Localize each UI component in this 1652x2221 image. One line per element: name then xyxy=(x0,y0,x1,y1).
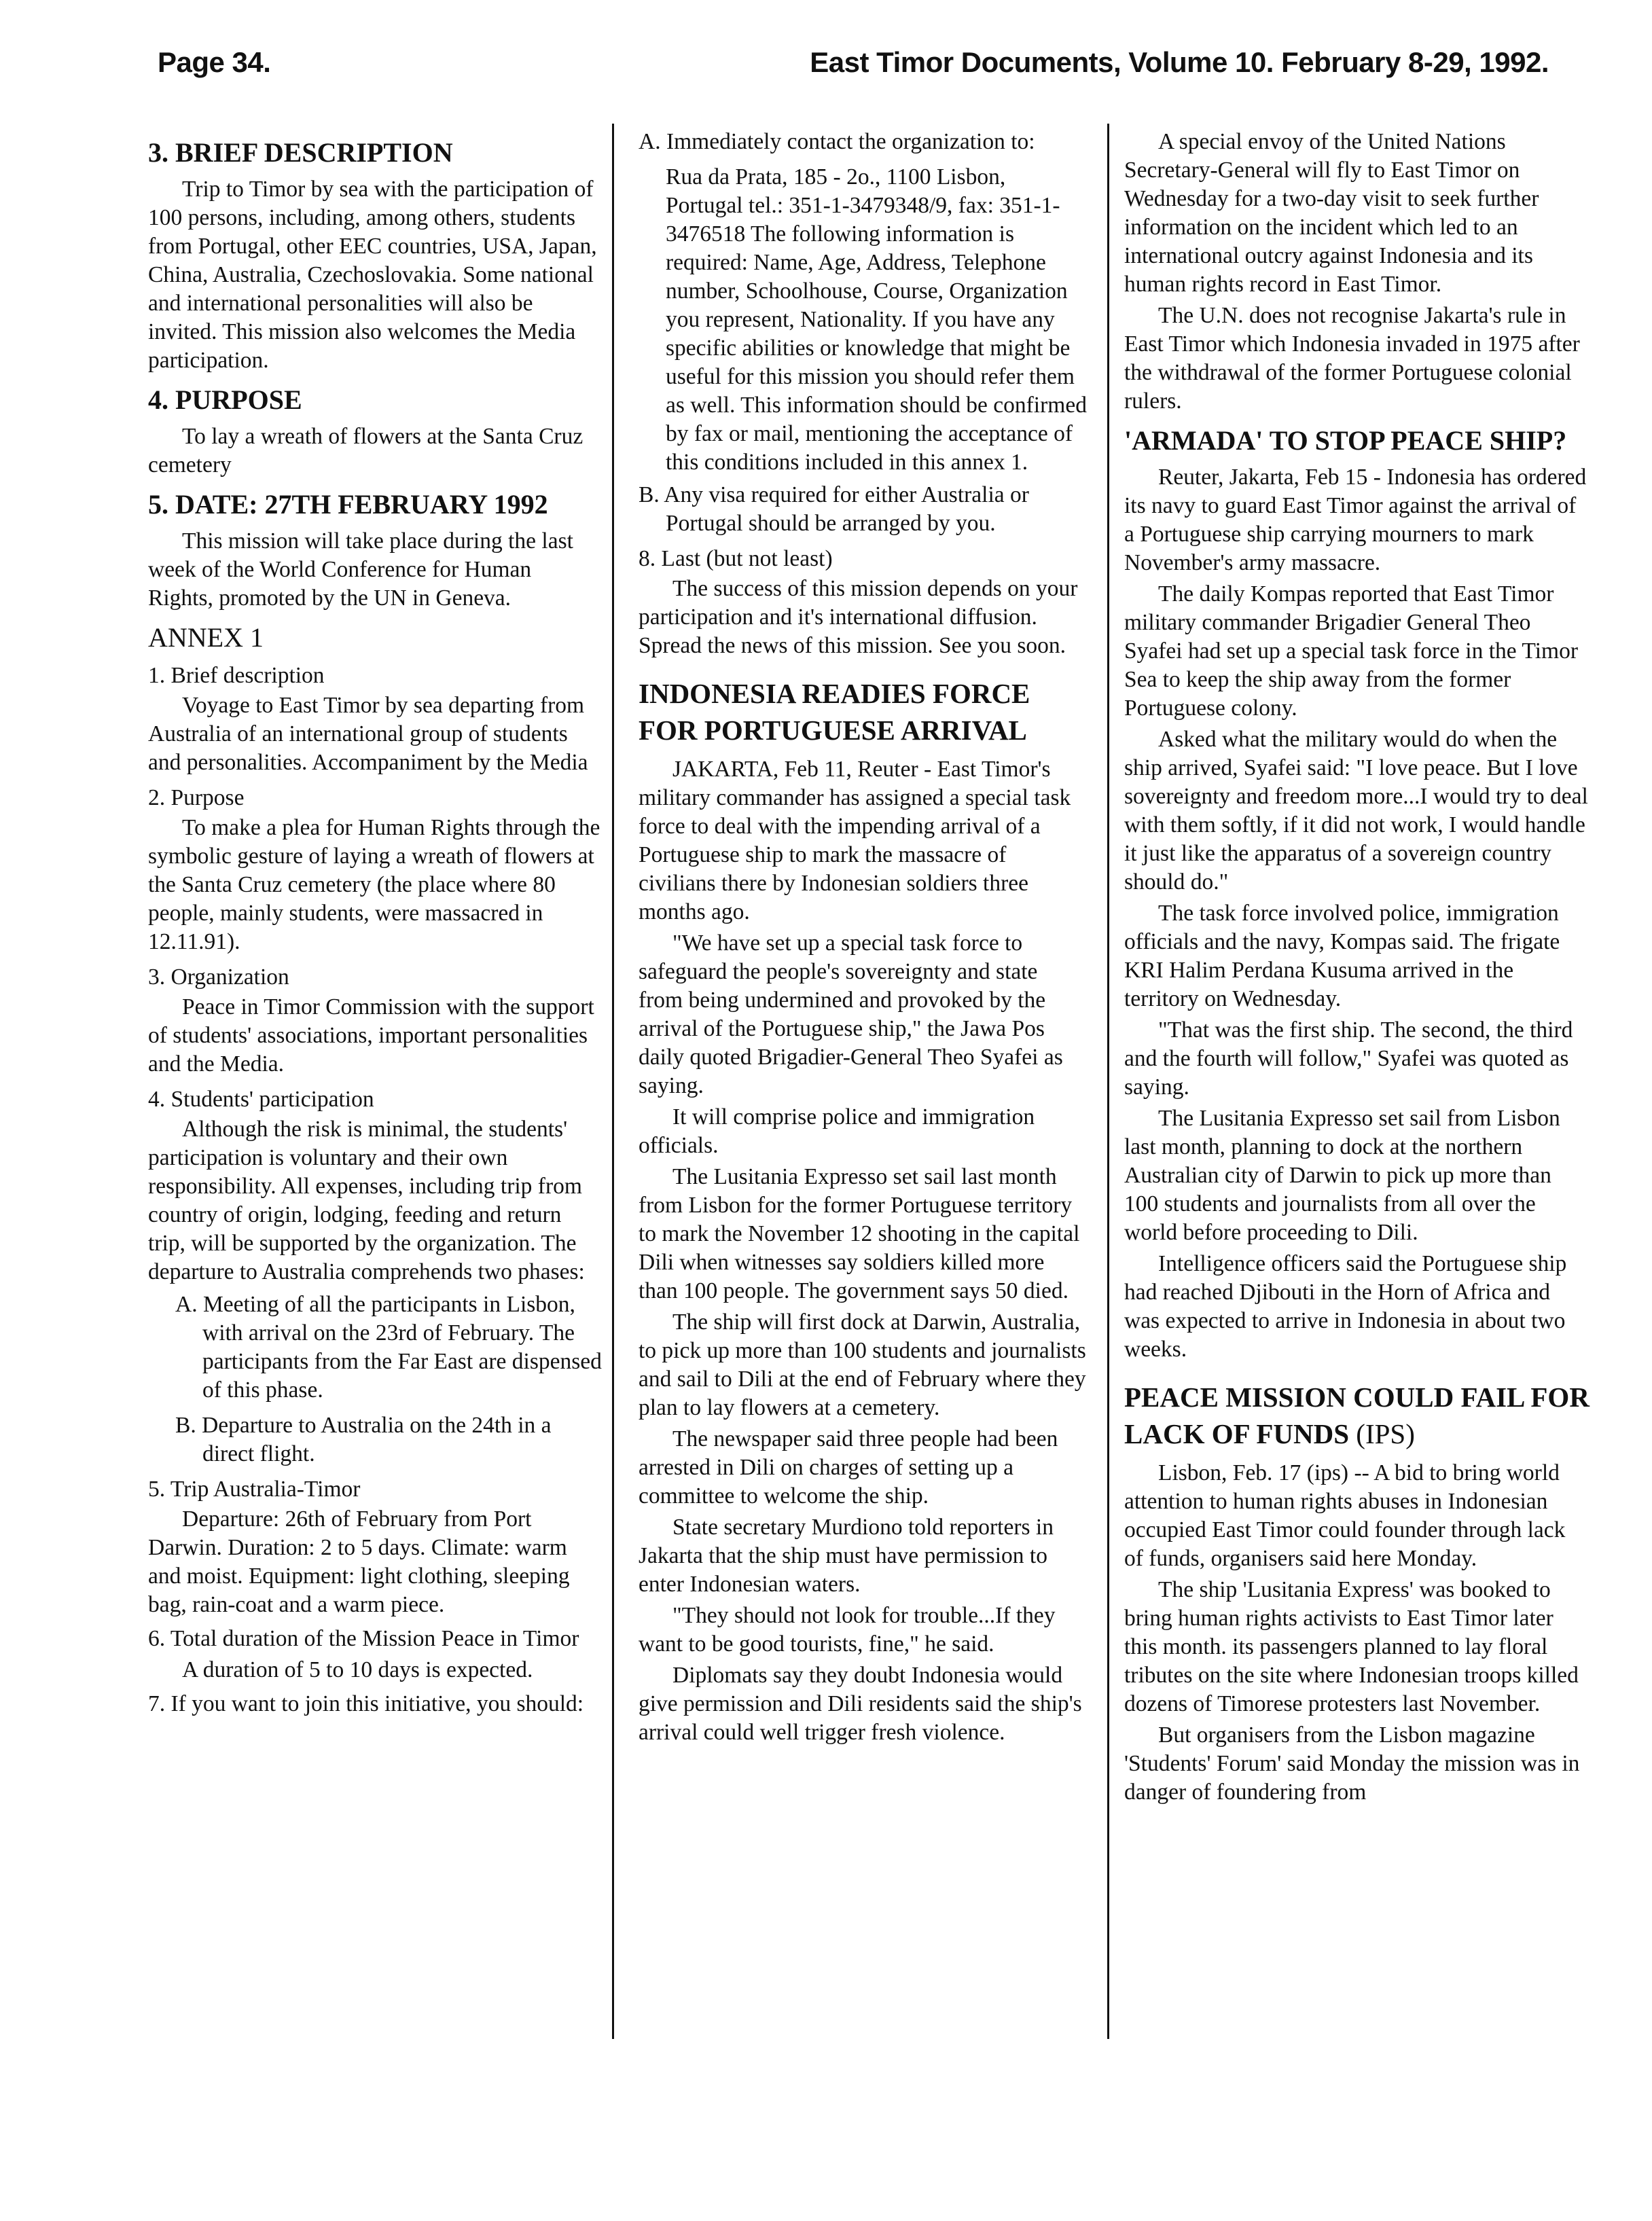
paragraph: The ship will first dock at Darwin, Australia, to pick up more than 100 students and journalists and sail to Dili at the end of February where they plan to lay flowers at a cemetery. xyxy=(639,1310,1086,1420)
list-item: A. Meeting of all the participants in Lisbon, with arrival on the 23rd of February. The participants from the Far East are dispensed of this phase. xyxy=(175,1292,602,1403)
paragraph: The task force involved police, immigration officials and the navy, Kompas said. The frigate KRI Halim Perdana Kusuma arrived in the territory on Wednesday. xyxy=(1124,901,1560,1011)
numbered-heading: 6. Total duration of the Mission Peace in Timor xyxy=(148,1626,579,1651)
paragraph: Asked what the military would do when the ship arrived, Syafei said: "I love peace. But I love sovereignty and freedom more...I would try to deal with them softly, if it did not work, I would handle it just like the apparatus of a sovereign country should do." xyxy=(1124,727,1588,895)
list-item: B. Departure to Australia on the 24th in a direct flight. xyxy=(175,1413,552,1466)
headline-source-tag: (IPS) xyxy=(1356,1418,1415,1449)
paragraph: It will comprise police and immigration officials. xyxy=(639,1104,1035,1158)
paragraph: Intelligence officers said the Portuguese ship had reached Djibouti in the Horn of Africa and was expected to arrive in Indonesia in about two weeks. xyxy=(1124,1251,1567,1362)
paragraph: The success of this mission depends on your participation and it's international diffusion. Spread the news of this mission. See you soon. xyxy=(639,576,1078,658)
annex-heading: ANNEX 1 xyxy=(148,622,264,653)
publication-title: East Timor Documents, Volume 10. February 8-29, 1992. xyxy=(810,46,1549,78)
paragraph: Voyage to East Timor by sea departing from Australia of an international group of students and personalities. Accompaniment by the Media xyxy=(148,693,588,775)
paragraph: Reuter, Jakarta, Feb 15 - Indonesia has ordered its navy to guard East Timor against the arrival of a Portuguese ship carrying mourners to mark November's army massacre. xyxy=(1124,465,1587,575)
paragraph: Although the risk is minimal, the students' participation is voluntary and their own responsibility. All expenses, including trip from country of origin, lodging, feeding and return trip, will be supported by the organization. The departure to Australia comprehends two phases: xyxy=(148,1117,585,1284)
section-heading: 4. PURPOSE xyxy=(148,384,302,415)
column-divider xyxy=(1107,124,1109,2039)
paragraph: To lay a wreath of flowers at the Santa Cruz cemetery xyxy=(148,424,583,477)
paragraph: The Lusitania Expresso set sail from Lisbon last month, planning to dock at the northern Australian city of Darwin to pick up more than 100 students and journalists from all over the world before proceeding to Dili. xyxy=(1124,1106,1560,1245)
numbered-heading: 2. Purpose xyxy=(148,785,245,810)
paragraph: This mission will take place during the last week of the World Conference for Human Rights, promoted by the UN in Geneva. xyxy=(148,528,573,611)
paragraph: To make a plea for Human Rights through the symbolic gesture of laying a wreath of flowers at the Santa Cruz cemetery (the place where 80 people, mainly students, were massacred in 12.11.91). xyxy=(148,815,600,954)
paragraph: The newspaper said three people had been arrested in Dili on charges of setting up a committee to welcome the ship. xyxy=(639,1426,1058,1509)
paragraph: The ship 'Lusitania Express' was booked to bring human rights activists to East Timor later this month. its passengers planned to lay floral tributes on the site where Indonesian troops killed dozens of Timorese protesters last November. xyxy=(1124,1577,1579,1716)
page-number: Page 34. xyxy=(158,46,271,78)
article-headline xyxy=(1124,1379,1590,1452)
numbered-heading: 7. If you want to join this initiative, you should: xyxy=(148,1691,584,1716)
paragraph: Peace in Timor Commission with the support of students' associations, important personalities and the Media. xyxy=(148,994,594,1077)
column-right xyxy=(1124,128,1590,1809)
paragraph: "We have set up a special task force to safeguard the people's sovereignty and state from being undermined and provoked by the arrival of the Portuguese ship," the Jawa Pos daily quoted Brigadier-General Theo Syafei as saying. xyxy=(639,931,1063,1098)
paragraph: The U.N. does not recognise Jakarta's rule in East Timor which Indonesia invaded in 1975 after the withdrawal of the former Portuguese colonial rulers. xyxy=(1124,303,1580,414)
column-middle xyxy=(639,128,1087,1750)
paragraph: The daily Kompas reported that East Timor military commander Brigadier General Theo Syafei had set up a special task force in the Timor Sea to keep the ship away from the former Portuguese colony. xyxy=(1124,581,1578,721)
numbered-heading: 5. Trip Australia-Timor xyxy=(148,1477,361,1502)
section-heading: 3. BRIEF DESCRIPTION xyxy=(148,137,453,168)
column-divider xyxy=(612,124,614,2039)
numbered-heading: 8. Last (but not least) xyxy=(639,546,833,571)
column-left xyxy=(148,128,602,1721)
numbered-heading: 1. Brief description xyxy=(148,663,325,688)
list-item: A. Immediately contact the organization to: xyxy=(639,129,1035,154)
paragraph: Lisbon, Feb. 17 (ips) -- A bid to bring world attention to human rights abuses in Indonesian occupied East Timor could founder through lack of funds, organisers said here Monday. xyxy=(1124,1460,1566,1571)
paragraph: State secretary Murdiono told reporters in Jakarta that the ship must have permission to enter Indonesian waters. xyxy=(639,1515,1054,1597)
page-header xyxy=(0,46,1652,87)
contact-address: Rua da Prata, 185 - 2o., 1100 Lisbon, Portugal tel.: 351-1-3479348/9, fax: 351-1-3476518 The following information is required: Name, Age, Address, Telephone number, Schoolhouse, Course, Organization you represent, Nationality. If you have any specific abilities or knowledge that might be useful for this mission you should refer them as well. This information should be confirmed by fax or mail, mentioning the acceptance of this conditions included in this annex 1. xyxy=(666,164,1087,475)
article-headline: 'ARMADA' TO STOP PEACE SHIP? xyxy=(1124,425,1567,456)
paragraph: A duration of 5 to 10 days is expected. xyxy=(182,1657,533,1682)
section-heading: 5. DATE: 27TH FEBRUARY 1992 xyxy=(148,489,548,520)
paragraph: JAKARTA, Feb 11, Reuter - East Timor's military commander has assigned a special task force to deal with the impending arrival of a Portuguese ship to mark the massacre of civilians there by Indonesian soldiers three months ago. xyxy=(639,757,1071,924)
paragraph: Diplomats say they doubt Indonesia would give permission and Dili residents said the ship's arrival could well trigger fresh violence. xyxy=(639,1663,1082,1745)
paragraph: Trip to Timor by sea with the participation of 100 persons, including, among others, students from Portugal, other EEC countries, USA, Japan, China, Australia, Czechoslovakia. Some national and international personalities will also be invited. This mission also welcomes the Media participation. xyxy=(148,177,597,373)
paragraph: "They should not look for trouble...If they want to be good tourists, fine," he said. xyxy=(639,1603,1056,1657)
article-headline: INDONESIA READIES FORCE FOR PORTUGUESE ARRIVAL xyxy=(639,678,1030,746)
numbered-heading: 3. Organization xyxy=(148,964,289,990)
paragraph: The Lusitania Expresso set sail last month from Lisbon for the former Portuguese territory to mark the November 12 shooting in the capital Dili when witnesses say soldiers killed more than 100 people. The government says 50 died. xyxy=(639,1164,1080,1303)
headline-text: PEACE MISSION COULD FAIL FOR LACK OF FUNDS xyxy=(1124,1382,1590,1449)
paragraph: But organisers from the Lisbon magazine 'Students' Forum' said Monday the mission was in danger of foundering from xyxy=(1124,1722,1580,1805)
paragraph: A special envoy of the United Nations Secretary-General will fly to East Timor on Wednesday for a two-day visit to seek further information on the incident which led to an international outcry against Indonesia and its human rights record in East Timor. xyxy=(1124,129,1539,297)
paragraph: Departure: 26th of February from Port Darwin. Duration: 2 to 5 days. Climate: warm and moist. Equipment: light clothing, sleeping bag, rain-coat and a warm piece. xyxy=(148,1506,570,1617)
numbered-heading: 4. Students' participation xyxy=(148,1087,374,1112)
paragraph: "That was the first ship. The second, the third and the fourth will follow," Syafei was quoted as saying. xyxy=(1124,1017,1573,1100)
list-item: B. Any visa required for either Australia or Portugal should be arranged by you. xyxy=(639,482,1029,536)
